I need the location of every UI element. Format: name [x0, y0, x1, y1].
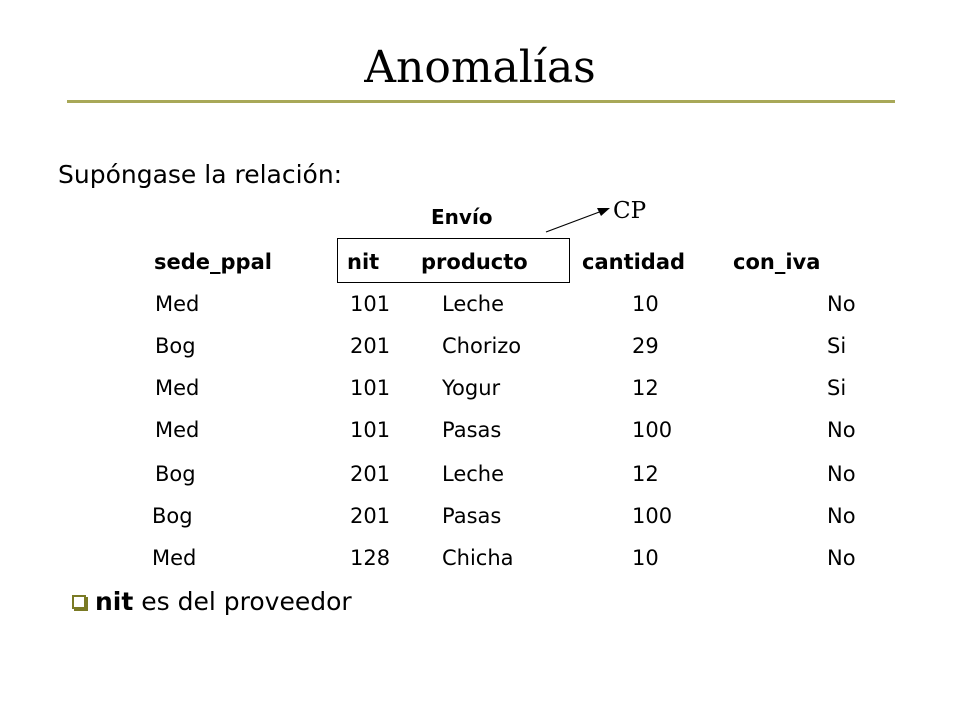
- table-cell-producto: Chicha: [442, 546, 514, 570]
- table-cell-sede-ppal: Bog: [155, 334, 196, 358]
- relation-name: Envío: [431, 205, 493, 229]
- intro-text: Supóngase la relación:: [58, 160, 343, 189]
- table-cell-producto: Leche: [442, 292, 505, 316]
- table-cell-sede-ppal: Med: [152, 546, 197, 570]
- slide-title: Anomalías: [364, 42, 596, 93]
- table-cell-sede-ppal: Bog: [152, 504, 193, 528]
- column-header-nit: nit: [347, 250, 380, 274]
- table-cell-con-iva: No: [827, 504, 856, 528]
- table-cell-con-iva: No: [827, 462, 856, 486]
- table-cell-cantidad: 10: [632, 546, 659, 570]
- table-cell-producto: Pasas: [442, 504, 502, 528]
- bullet-text: [95, 585, 352, 619]
- column-header-sede-ppal: sede_ppal: [154, 250, 272, 274]
- table-cell-producto: Pasas: [442, 418, 502, 442]
- table-cell-producto: Leche: [442, 462, 505, 486]
- table-cell-nit: 101: [350, 418, 391, 442]
- table-cell-nit: 101: [350, 292, 391, 316]
- table-cell-con-iva: No: [827, 292, 856, 316]
- column-header-con-iva: con_iva: [733, 250, 821, 274]
- table-cell-cantidad: 29: [632, 334, 659, 358]
- table-cell-cantidad: 100: [632, 504, 673, 528]
- table-cell-cantidad: 100: [632, 418, 673, 442]
- table-cell-sede-ppal: Med: [155, 376, 200, 400]
- bullet-keyword: nit: [95, 587, 134, 616]
- column-header-producto: producto: [421, 250, 528, 274]
- table-cell-con-iva: Si: [827, 376, 847, 400]
- table-cell-nit: 201: [350, 504, 391, 528]
- bullet-rest: es del proveedor: [133, 587, 352, 616]
- table-cell-con-iva: No: [827, 546, 856, 570]
- table-cell-con-iva: Si: [827, 334, 847, 358]
- column-header-cantidad: cantidad: [582, 250, 686, 274]
- table-cell-con-iva: No: [827, 418, 856, 442]
- table-cell-producto: Yogur: [442, 376, 501, 400]
- table-cell-nit: 201: [350, 462, 391, 486]
- table-cell-sede-ppal: Med: [155, 418, 200, 442]
- square-bullet-icon: [72, 595, 86, 609]
- table-cell-cantidad: 10: [632, 292, 659, 316]
- title-divider: [67, 100, 895, 103]
- table-cell-producto: Chorizo: [442, 334, 522, 358]
- table-cell-sede-ppal: Bog: [155, 462, 196, 486]
- table-cell-nit: 201: [350, 334, 391, 358]
- primary-key-label: CP: [613, 198, 647, 224]
- table-cell-cantidad: 12: [632, 462, 659, 486]
- table-cell-nit: 128: [350, 546, 391, 570]
- table-cell-sede-ppal: Med: [155, 292, 200, 316]
- table-cell-cantidad: 12: [632, 376, 659, 400]
- table-cell-nit: 101: [350, 376, 391, 400]
